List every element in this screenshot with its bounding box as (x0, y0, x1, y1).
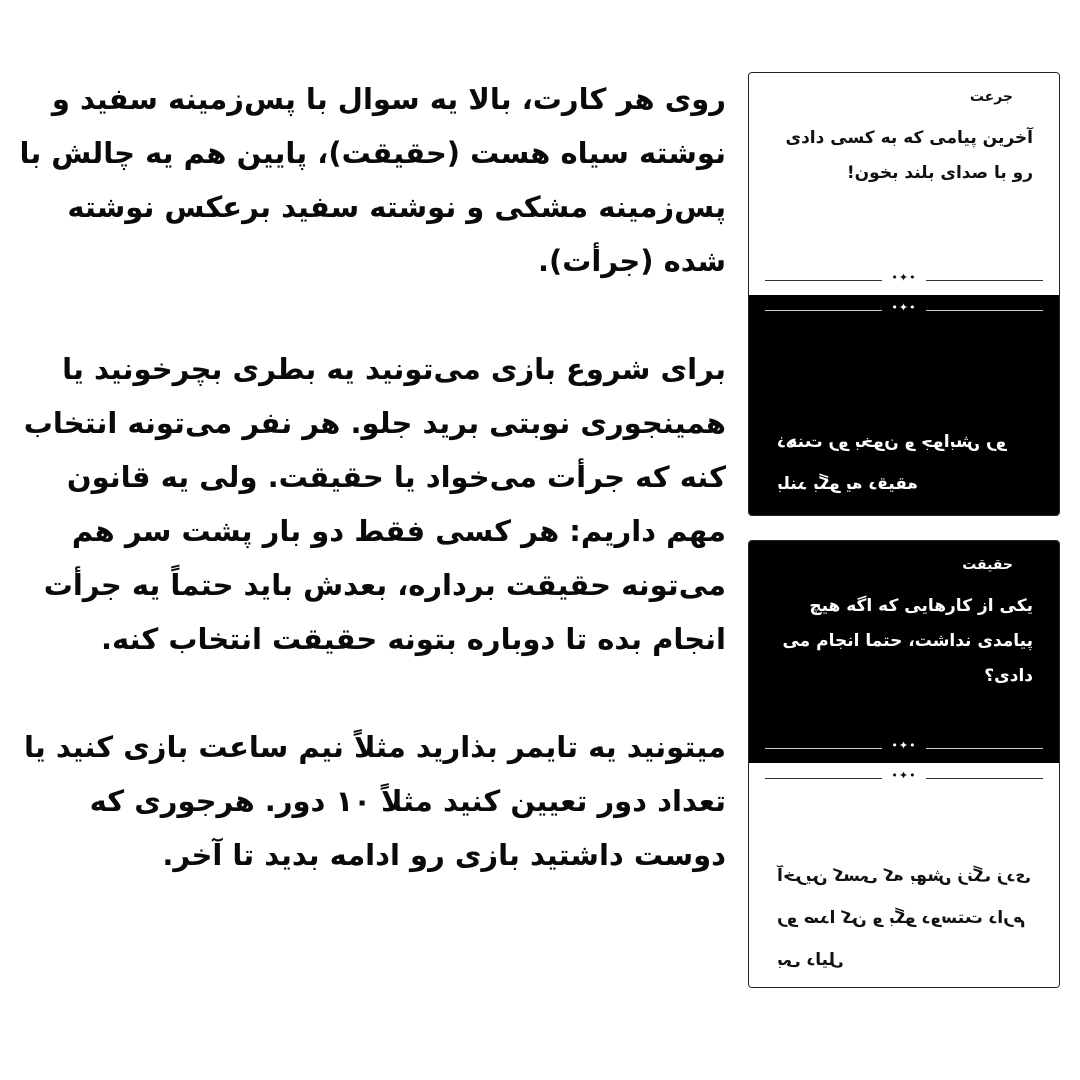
ornament-icon: •✦• (891, 769, 917, 782)
instruction-paragraph-1: روی هر کارت، بالا یه سوال با پس‌زمینه سفید و نوشته سیاه هست (حقیقت)، پایین هم یه چالش با پس‌زمینه مشکی و نوشته سفید برعکس نوشته شده (جرأت). (19, 82, 726, 278)
instructions-text (18, 72, 726, 882)
ornament-icon: •✦• (891, 301, 917, 314)
ornament-icon: •✦• (891, 739, 917, 752)
ornament-divider (765, 273, 1043, 287)
card-bottom-section (749, 295, 1059, 515)
card-dare (748, 72, 1060, 516)
card-question-text: آخرین پیامی که به کسی دادی رو با صدای بلند بخون! (785, 128, 1033, 183)
ornament-divider (765, 771, 1043, 785)
card-truth (748, 540, 1060, 988)
card-bottom-section (749, 763, 1059, 987)
card-category-label: جرعت (969, 89, 1013, 105)
instruction-paragraph-2: برای شروع بازی می‌تونید یه بطری بچرخونید یا همینجوری نوبتی برید جلو. هر نفر می‌تونه انتخاب کنه که جرأت می‌خواد یا حقیقت. ولی یه قانون مهم داریم: هر کسی فقط دو بار پشت سر هم می‌تونه حقیقت برداره، بعدش باید حتماً یه جرأت انجام بده تا دوباره بتونه حقیقت انتخاب کنه. (23, 352, 726, 656)
card-question-text: یکی از کارهایی که اگه هیچ پیامدی نداشت، حتما انجام می دادی؟ (782, 596, 1033, 686)
instruction-paragraph-3: میتونید یه تایمر بذارید مثلاً نیم ساعت بازی کنید یا تعداد دور تعیین کنید مثلاً ۱۰ دور. هرجوری که دوست داشتید بازی رو ادامه بدید تا آخر. (23, 730, 726, 872)
ornament-divider (765, 303, 1043, 317)
card-category-label: حقیقت (962, 557, 1013, 573)
card-top-section (749, 541, 1059, 763)
mirrored-challenge-text: ذهنت رو بخون و جوابش رو بلند بگو یه دقیقه (777, 432, 1007, 494)
ornament-divider (765, 741, 1043, 755)
mirrored-challenge-text: آخرین کسی که بهش زنگ زدی رو صدا کن و بگو دوستت دارم بی دلیل (777, 866, 1031, 970)
ornament-icon: •✦• (891, 271, 917, 284)
card-top-section (749, 73, 1059, 295)
